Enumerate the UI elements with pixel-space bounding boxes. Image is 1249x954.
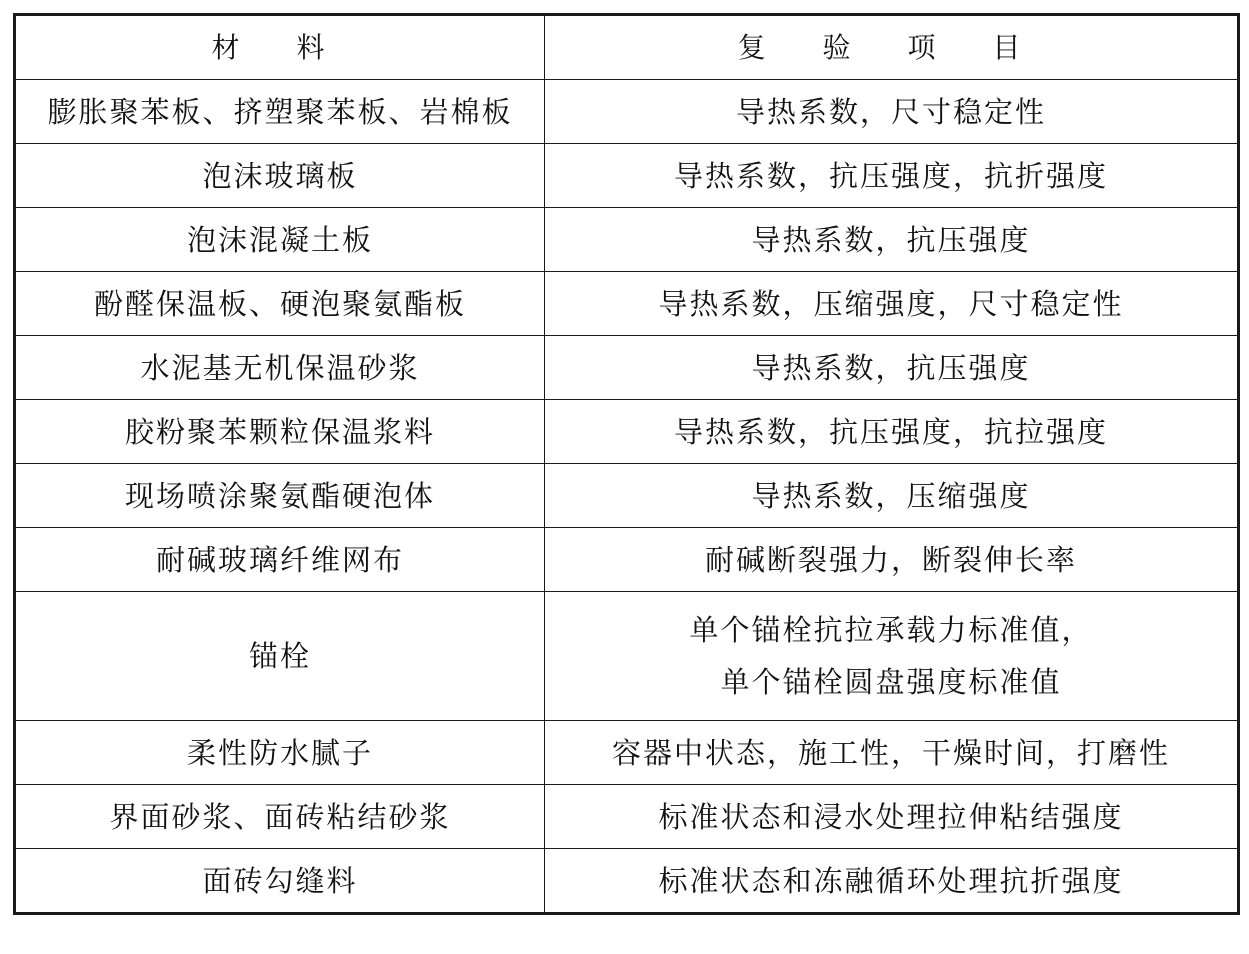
table-row: [15, 849, 1239, 914]
retest-items-cell: [545, 400, 1239, 464]
table-row: [15, 721, 1239, 785]
material-cell: 泡沫玻璃板: [15, 144, 545, 208]
retest-item-line: 导热系数，抗压强度，抗拉强度: [673, 414, 1108, 449]
material-cell: 膨胀聚苯板、挤塑聚苯板、岩棉板: [15, 80, 545, 144]
material-cell: 现场喷涂聚氨酯硬泡体: [15, 464, 545, 528]
retest-item-line: 容器中状态，施工性，干燥时间，打磨性: [611, 735, 1170, 770]
retest-item-line: 单个锚栓圆盘强度标准值: [720, 665, 1062, 699]
table-row: [15, 592, 1239, 721]
retest-item-line: 耐碱断裂强力，断裂伸长率: [704, 542, 1077, 577]
material-cell: 锚栓: [15, 592, 545, 721]
retest-item-line: 导热系数，抗压强度，抗折强度: [673, 158, 1108, 193]
material-cell: 泡沫混凝土板: [15, 208, 545, 272]
retest-items-cell: [545, 208, 1239, 272]
material-cell: 界面砂浆、面砖粘结砂浆: [15, 785, 545, 849]
retest-item-line: 导热系数，压缩强度，尺寸稳定性: [658, 286, 1124, 321]
table-row: [15, 80, 1239, 144]
table-row: [15, 785, 1239, 849]
retest-items-cell: [545, 785, 1239, 849]
table-row: [15, 464, 1239, 528]
retest-item-line: 导热系数，尺寸稳定性: [735, 94, 1046, 129]
retest-item-line: 导热系数，抗压强度: [751, 222, 1031, 257]
table-body: [15, 80, 1239, 914]
retest-item-line: 标准状态和冻融循环处理抗折强度: [658, 863, 1124, 898]
retest-items-cell: [545, 721, 1239, 785]
retest-items-table: [13, 13, 1240, 915]
material-cell: 面砖勾缝料: [15, 849, 545, 914]
material-cell: 水泥基无机保温砂浆: [15, 336, 545, 400]
header-material: 材 料: [15, 15, 545, 80]
retest-items-cell: [545, 144, 1239, 208]
material-cell: 酚醛保温板、硬泡聚氨酯板: [15, 272, 545, 336]
retest-items-cell: [545, 464, 1239, 528]
material-cell: 耐碱玻璃纤维网布: [15, 528, 545, 592]
table-row: [15, 144, 1239, 208]
retest-item-line: 单个锚栓抗拉承载力标准值，: [689, 613, 1093, 647]
table-row: [15, 336, 1239, 400]
table-row: [15, 528, 1239, 592]
table-row: [15, 208, 1239, 272]
retest-item-line: 标准状态和浸水处理拉伸粘结强度: [658, 799, 1124, 834]
retest-items-cell: [545, 849, 1239, 914]
table-row: [15, 272, 1239, 336]
header-retest-items: 复 验 项 目: [545, 15, 1239, 80]
header-row: [15, 15, 1239, 80]
retest-item-line: 导热系数，抗压强度: [751, 350, 1031, 385]
retest-items-cell: [545, 272, 1239, 336]
table-row: [15, 400, 1239, 464]
retest-item-line: 导热系数，压缩强度: [751, 478, 1031, 513]
material-cell: 胶粉聚苯颗粒保温浆料: [15, 400, 545, 464]
retest-items-cell: [545, 592, 1239, 721]
retest-items-cell: [545, 80, 1239, 144]
table-header: [15, 15, 1239, 80]
retest-items-cell: [545, 336, 1239, 400]
material-cell: 柔性防水腻子: [15, 721, 545, 785]
retest-items-cell: [545, 528, 1239, 592]
